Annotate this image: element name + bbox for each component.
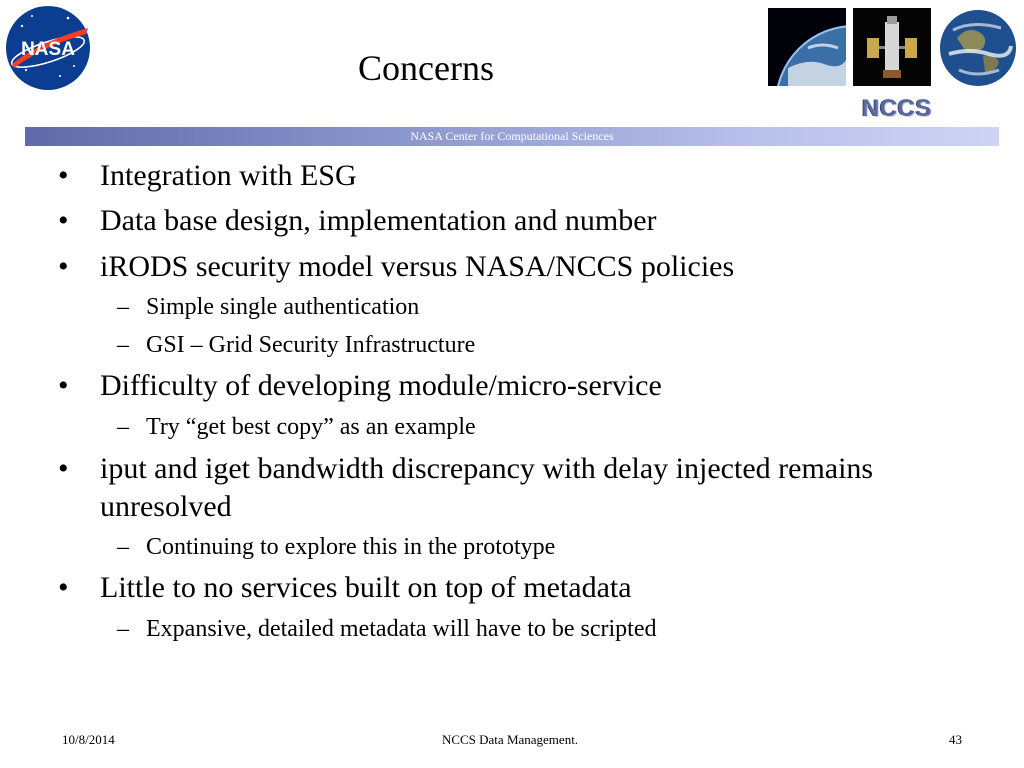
bullet-text: iput and iget bandwidth discrepancy with delay injected remains unresolved <box>100 452 874 523</box>
sub-bullet-text: Simple single authentication <box>146 294 420 320</box>
bullet-text: Little to no services built on top of metadata <box>100 571 632 604</box>
bullet-text: Difficulty of developing module/micro-service <box>100 369 662 402</box>
dash-mark: – <box>117 616 129 642</box>
sub-bullet-text: Expansive, detailed metadata will have to be scripted <box>146 616 657 642</box>
bullet-mark: • <box>58 204 69 237</box>
dash-mark: – <box>117 332 129 358</box>
bullet-mark: • <box>58 250 69 283</box>
hubble-telescope-image <box>853 8 931 86</box>
bullet-text: Data base design, implementation and number <box>100 204 657 237</box>
footer-date: 10/8/2014 <box>62 732 115 747</box>
dash-mark: – <box>117 294 129 320</box>
sub-bullet-text: Try “get best copy” as an example <box>146 414 476 440</box>
bullet-text: iRODS security model versus NASA/NCCS policies <box>100 250 735 283</box>
nasa-logo <box>2 2 94 94</box>
nccs-logo: NCCS <box>862 95 933 122</box>
footer-title: NCCS Data Management. <box>441 732 579 747</box>
bullet-mark: • <box>58 159 69 192</box>
bullet-mark: • <box>58 452 69 485</box>
nasa-logo-text: NASA <box>21 39 75 60</box>
sub-bullet-text: Continuing to explore this in the prototype <box>146 534 556 560</box>
bullet-mark: • <box>58 369 69 402</box>
bullet-mark: • <box>58 571 69 604</box>
dash-mark: – <box>117 414 129 440</box>
page-number: 43 <box>949 732 962 747</box>
header-banner: NASA Center for Computational Sciences <box>25 127 999 146</box>
earth-globe-image <box>939 8 1017 88</box>
slide-title: Concerns <box>358 48 494 88</box>
bullet-text: Integration with ESG <box>100 159 357 192</box>
earth-horizon-image <box>768 8 846 86</box>
sub-bullet-text: GSI – Grid Security Infrastructure <box>146 332 476 358</box>
dash-mark: – <box>117 534 129 560</box>
